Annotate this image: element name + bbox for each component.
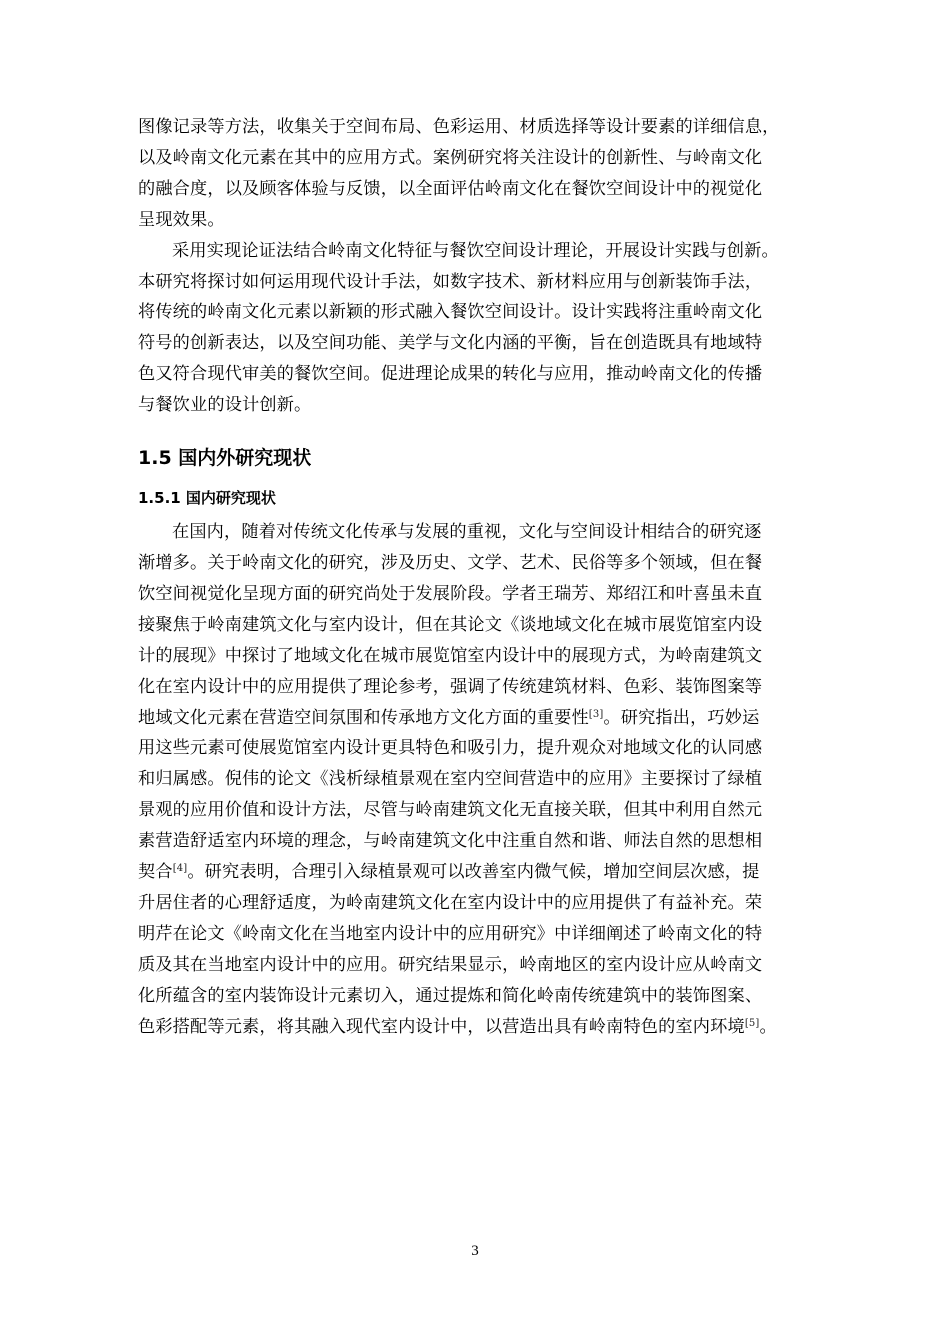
text-line: 计的展现》中探讨了地域文化在城市展览馆室内设计中的展现方式，为岭南建筑文 bbox=[138, 645, 763, 666]
text-segment: 契合 bbox=[138, 862, 173, 883]
text-segment: 。研究表明，合理引入绿植景观可以改善室内微气候，增加空间层次感，提 bbox=[187, 862, 760, 883]
citation-ref[interactable]: [5] bbox=[744, 1017, 760, 1029]
text-segment: 色彩搭配等元素，将其融入现代室内设计中，以营造出具有岭南特色的室内环境 bbox=[138, 1016, 745, 1037]
text-line: 图像记录等方法，收集关于空间布局、色彩运用、材质选择等设计要素的详细信息， bbox=[138, 117, 780, 137]
text-segment: 地域文化元素在营造空间氛围和传承地方文化方面的重要性 bbox=[138, 707, 589, 728]
text-line: 饮空间视觉化呈现方面的研究尚处于发展阶段。学者王瑞芳、郑绍江和叶喜虽未直 bbox=[138, 583, 763, 604]
text-line: 本研究将探讨如何运用现代设计手法，如数字技术、新材料应用与创新装饰手法， bbox=[138, 271, 763, 292]
text-line bbox=[138, 1012, 831, 1043]
citation-ref[interactable]: [3] bbox=[588, 708, 604, 720]
text-segment: 。 bbox=[759, 1016, 777, 1037]
text-line: 升居住者的心理舒适度，为岭南建筑文化在室内设计中的应用提供了有益补充。荣 bbox=[138, 892, 763, 913]
text-line: 符号的创新表达，以及空间功能、美学与文化内涵的平衡，旨在创造既具有地域特 bbox=[138, 333, 763, 354]
citation-ref[interactable]: [4] bbox=[172, 863, 188, 875]
text-line: 和归属感。倪伟的论文《浅析绿植景观在室内空间营造中的应用》主要探讨了绿植 bbox=[138, 769, 763, 790]
text-line bbox=[138, 857, 831, 888]
text-line: 化在室内设计中的应用提供了理论参考，强调了传统建筑材料、色彩、装饰图案等 bbox=[138, 676, 763, 697]
page-body bbox=[138, 112, 831, 1042]
text-line: 将传统的岭南文化元素以新颖的形式融入餐饮空间设计。设计实践将注重岭南文化 bbox=[138, 302, 763, 323]
text-line: 与餐饮业的设计创新。 bbox=[138, 395, 312, 416]
text-line: 素营造舒适室内环境的理念，与岭南建筑文化中注重自然和谐、师法自然的思想相 bbox=[138, 831, 763, 852]
text-line: 采用实现论证法结合岭南文化特征与餐饮空间设计理论，开展设计实践与创新。 bbox=[172, 240, 779, 261]
text-line: 呈现效果。 bbox=[138, 209, 225, 230]
text-line bbox=[138, 703, 831, 734]
text-line: 景观的应用价值和设计方法，尽管与岭南建筑文化无直接关联，但其中利用自然元 bbox=[138, 800, 763, 821]
text-line: 接聚焦于岭南建筑文化与室内设计，但在其论文《谈地域文化在城市展览馆室内设 bbox=[138, 614, 763, 635]
domestic-research-paragraph bbox=[138, 517, 831, 1042]
text-line: 化所蕴含的室内装饰设计元素切入，通过提炼和简化岭南传统建筑中的装饰图案、 bbox=[138, 985, 763, 1006]
method-paragraph bbox=[138, 236, 831, 421]
text-line: 的融合度，以及顾客体验与反馈，以全面评估岭南文化在餐饮空间设计中的视觉化 bbox=[138, 178, 763, 199]
subsection-heading: 1.5.1 国内研究现状 bbox=[138, 489, 276, 508]
text-segment: 。研究指出，巧妙运 bbox=[603, 707, 760, 728]
page-number: 3 bbox=[471, 1243, 479, 1259]
text-line: 渐增多。关于岭南文化的研究，涉及历史、文学、艺术、民俗等多个领域，但在餐 bbox=[138, 552, 763, 573]
text-line: 明芹在论文《岭南文化在当地室内设计中的应用研究》中详细阐述了岭南文化的特 bbox=[138, 923, 763, 944]
text-line: 色又符合现代审美的餐饮空间。促进理论成果的转化与应用，推动岭南文化的传播 bbox=[138, 364, 763, 385]
text-line: 在国内，随着对传统文化传承与发展的重视，文化与空间设计相结合的研究逐 bbox=[172, 522, 762, 543]
text-line: 质及其在当地室内设计中的应用。研究结果显示，岭南地区的室内设计应从岭南文 bbox=[138, 954, 763, 975]
section-heading: 1.5 国内外研究现状 bbox=[138, 447, 312, 470]
text-line: 以及岭南文化元素在其中的应用方式。案例研究将关注设计的创新性、与岭南文化 bbox=[138, 147, 763, 168]
text-line: 用这些元素可使展览馆室内设计更具特色和吸引力，提升观众对地域文化的认同感 bbox=[138, 738, 763, 759]
intro-paragraph bbox=[138, 112, 831, 236]
